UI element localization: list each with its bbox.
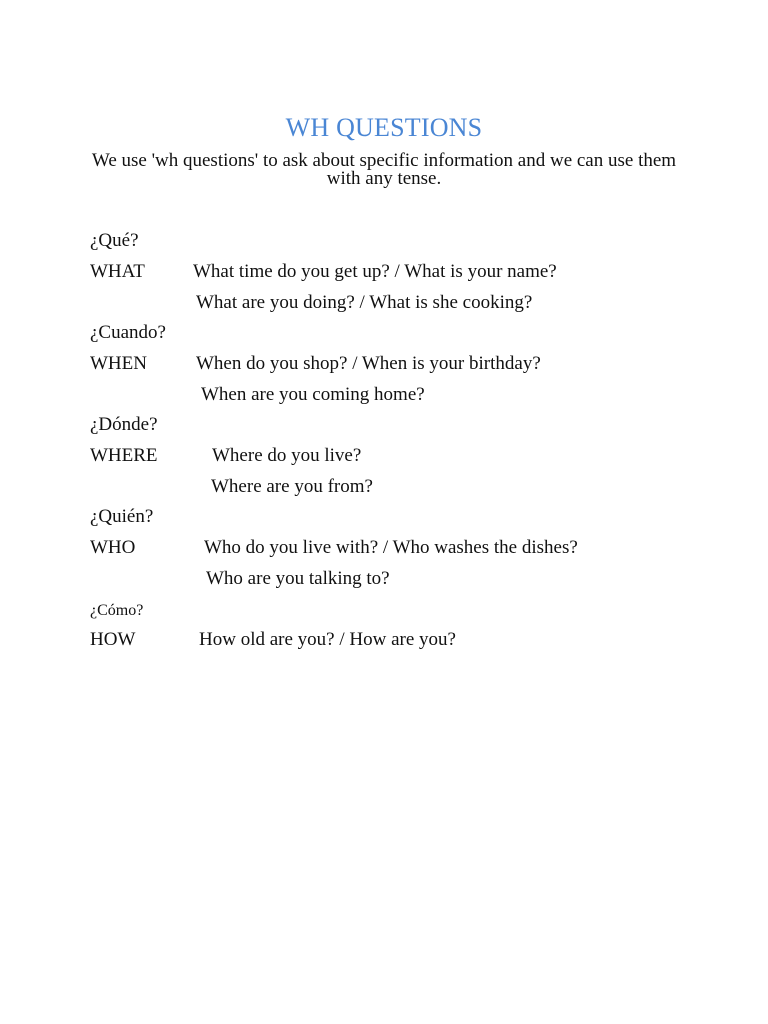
wh-word-where: WHERE [90,445,158,466]
intro-paragraph: We use 'wh questions' to ask about specific information and we can use them with any tense. [91,150,677,189]
example-where-2: Where are you from? [211,476,373,497]
spanish-como: ¿Cómo? [90,602,144,619]
example-when-2: When are you coming home? [201,384,425,405]
example-who-2: Who are you talking to? [206,568,390,589]
spanish-que: ¿Qué? [90,230,139,251]
wh-word-when: WHEN [90,353,147,374]
page-title: WH QUESTIONS [285,113,483,142]
example-who-1: Who do you live with? / Who washes the dishes? [204,537,578,558]
wh-word-what: WHAT [90,261,145,282]
spanish-donde: ¿Dónde? [90,414,158,435]
spanish-cuando: ¿Cuando? [90,322,166,343]
example-how-1: How old are you? / How are you? [199,629,456,650]
spanish-quien: ¿Quién? [90,506,154,527]
example-what-1: What time do you get up? / What is your name? [193,261,557,282]
example-what-2: What are you doing? / What is she cooking? [196,292,533,313]
wh-word-how: HOW [90,629,136,650]
wh-word-who: WHO [90,537,136,558]
example-where-1: Where do you live? [212,445,362,466]
example-when-1: When do you shop? / When is your birthday? [196,353,541,374]
